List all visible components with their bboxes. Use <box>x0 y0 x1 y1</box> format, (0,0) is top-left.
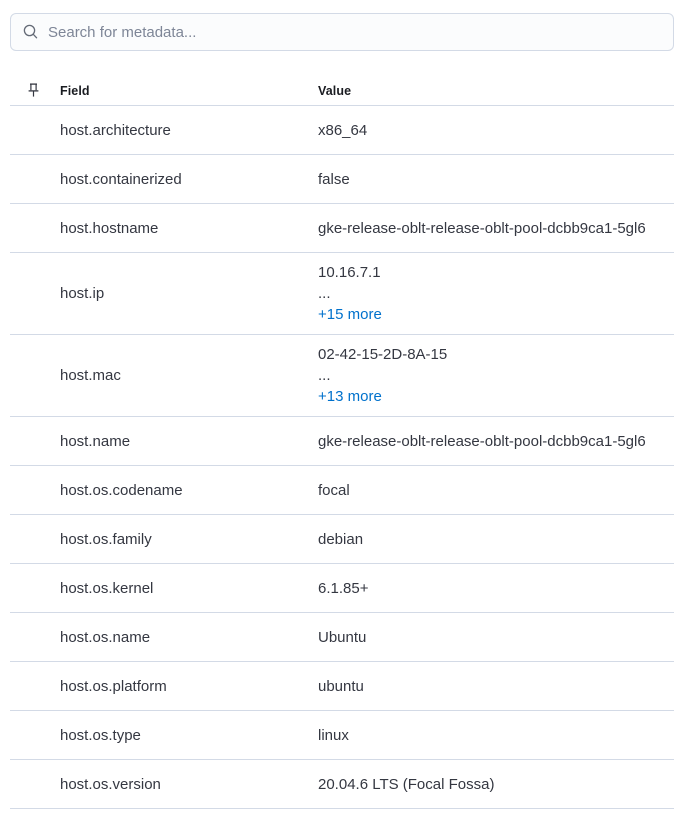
table-row <box>10 253 674 335</box>
table-row <box>10 711 674 760</box>
table-row <box>10 417 674 466</box>
value-cell <box>318 466 674 514</box>
table-row <box>10 335 674 417</box>
value-text: linux <box>318 726 349 744</box>
field-column-header: Field <box>60 83 90 98</box>
field-name: host.mac <box>60 367 121 384</box>
value-cell <box>318 335 674 416</box>
pin-icon <box>26 82 41 99</box>
value-cell <box>318 204 674 252</box>
search-icon <box>23 24 39 40</box>
value-cell <box>318 662 674 710</box>
value-text: gke-release-oblt-release-oblt-pool-dcbb9ca1-5gl6 <box>318 219 646 237</box>
table-header-row <box>10 77 674 106</box>
field-name: host.os.type <box>60 726 141 744</box>
search-input[interactable] <box>48 24 661 41</box>
value-cell <box>318 253 674 334</box>
table-row <box>10 106 674 155</box>
value-text: ubuntu <box>318 677 364 695</box>
table-row <box>10 662 674 711</box>
field-name: host.os.platform <box>60 677 167 695</box>
value-text: gke-release-oblt-release-oblt-pool-dcbb9ca1-5gl6 <box>318 432 646 450</box>
field-name: host.containerized <box>60 170 182 188</box>
table-row <box>10 515 674 564</box>
field-name: host.ip <box>60 285 105 302</box>
value-cell <box>318 613 674 661</box>
value-text: 10.16.7.1 <box>318 264 381 281</box>
value-text: 20.04.6 LTS (Focal Fossa) <box>318 775 495 793</box>
table-row <box>10 564 674 613</box>
value-text: focal <box>318 481 350 499</box>
value-column-header: Value <box>318 83 352 98</box>
value-cell <box>318 564 674 612</box>
table-row <box>10 155 674 204</box>
table-row <box>10 466 674 515</box>
show-more-link[interactable]: +13 more <box>318 388 382 405</box>
pin-column-header <box>10 82 60 99</box>
field-name: host.os.kernel <box>60 579 154 597</box>
field-name: host.architecture <box>60 121 171 139</box>
field-name: host.hostname <box>60 219 159 237</box>
table-row <box>10 204 674 253</box>
value-text: ... <box>318 285 331 302</box>
field-name: host.os.codename <box>60 481 183 499</box>
value-cell <box>318 760 674 808</box>
field-name: host.os.version <box>60 775 161 793</box>
value-cell <box>318 106 674 154</box>
field-name: host.name <box>60 432 131 450</box>
metadata-search-box <box>10 13 674 51</box>
value-text: x86_64 <box>318 121 368 139</box>
value-cell <box>318 711 674 759</box>
field-name: host.os.family <box>60 530 152 548</box>
table-row <box>10 613 674 662</box>
value-cell <box>318 155 674 203</box>
field-name: host.os.name <box>60 628 151 646</box>
value-text: Ubuntu <box>318 628 367 646</box>
value-text: ... <box>318 367 331 384</box>
show-more-link[interactable]: +15 more <box>318 306 382 323</box>
table-row <box>10 760 674 809</box>
metadata-table <box>10 77 674 809</box>
value-text: 02-42-15-2D-8A-15 <box>318 346 448 363</box>
value-cell <box>318 515 674 563</box>
value-text: false <box>318 170 350 188</box>
value-text: 6.1.85+ <box>318 579 369 597</box>
metadata-table-body <box>10 106 674 809</box>
value-text: debian <box>318 530 364 548</box>
value-cell <box>318 417 674 465</box>
